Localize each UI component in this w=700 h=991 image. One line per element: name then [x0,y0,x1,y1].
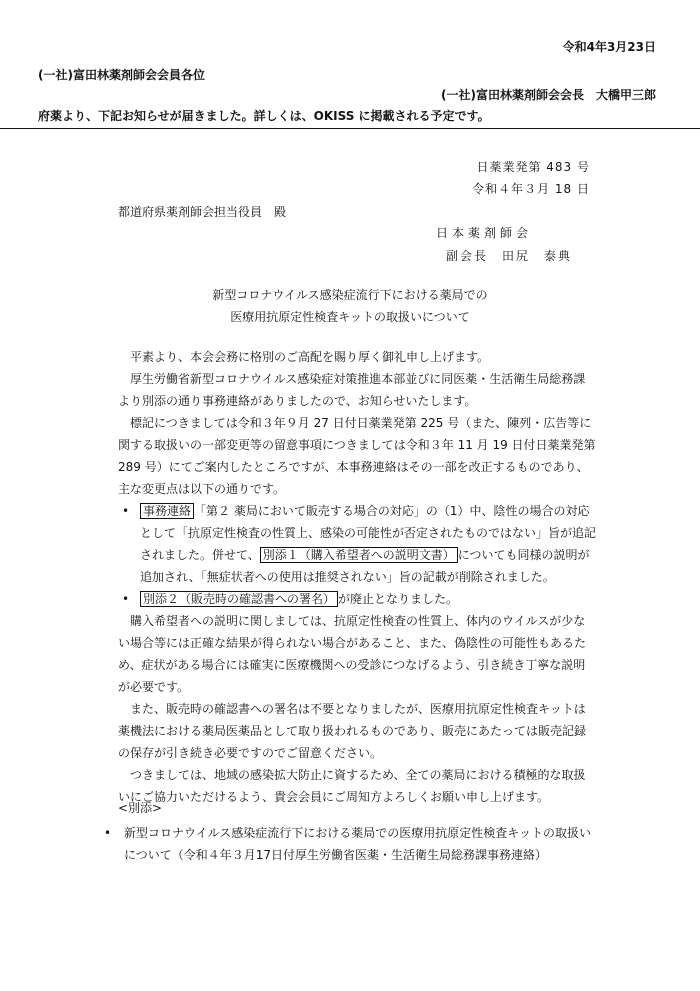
annex-item-text: 新型コロナウイルス感染症流行下における薬局での医療用抗原定性検査キットの取扱いについて（令和４年３月17日付厚生労働省医薬・生活衛生局総務課事務連絡） [124,826,592,862]
letter-title-line-1: 新型コロナウイルス感染症流行下における薬局での [212,288,488,302]
sender-name: 副会長 田尻 泰典 [446,249,573,263]
paragraph-1: 厚生労働省新型コロナウイルス感染症対策推進本部並びに同医薬・生活衛生局総務課より別添の通り事務連絡がありましたので、お知らせいたします。 [118,372,586,408]
cover-sender: (一社)富田林薬剤師会会長 大橋甲三郎 [441,88,656,102]
greeting: 平素より、本会会務に格別のご高配を賜り厚く御礼申し上げます。 [130,350,490,364]
letter-title-line-2: 医療用抗原定性検査キットの取扱いについて [230,310,470,324]
document-number: 日薬業発第 483 号 [476,160,590,174]
cover-date: 令和4年3月23日 [562,40,656,54]
list-item-text: についても同様の説明が追加され、「無症状者への使用は推奨されない」旨の記載が削除されました。 [140,548,590,584]
list-item [118,500,596,588]
list-item [118,588,596,610]
cover-recipients: (一社)富田林薬剤師会会員各位 [38,68,205,82]
boxed-term: 事務連絡 [140,503,194,519]
annex-heading: <別添> [118,801,163,815]
bullet-icon: • [122,504,130,518]
list-item-text: 「第２ 薬局において販売する場合の対応」の（1）中、陰性の場合の対応として「抗原定性検査の性質上、感染の可能性が否定されたものではない」旨が追記されました。併せて、 [140,504,597,562]
boxed-term: 別添２（販売時の確認書への署名） [140,591,338,607]
sender-organization: 日本薬剤師会 [436,226,533,240]
document-date: 令和４年３月 18 日 [472,182,590,196]
paragraph-2: 標記につきましては令和３年９月 27 日付日薬業発第 225 号（また、陳列・広告等に関する取扱いの一部変更等の留意事項につきましては令和３年 11 月 19 日付日薬業発第 289 号）にてご案内したところですが、本事務連絡はその一部を改正するものであり、主な変更点は以下の通りです。 [118,416,596,496]
bullet-icon: • [122,592,130,606]
bullet-icon: • [104,826,112,840]
cover-note: 府薬より、下記お知らせが届きました。詳しくは、OKISS に掲載される予定です。 [38,109,490,123]
paragraph-3: 購入希望者への説明に関しましては、抗原定性検査の性質上、体内のウイルスが少ない場合等には正確な結果が得られない場合があること、また、偽陰性の可能性もあるため、症状がある場合には確実に医療機関への受診につなげるよう、引き続き丁寧な説明が必要です。 [118,614,587,694]
change-list [118,500,596,610]
annex-item [104,822,596,866]
paragraph-4: また、販売時の確認書への署名は不要となりましたが、医療用抗原定性検査キットは薬機法における薬局医薬品として取り扱われるものであり、販売にあたっては販売記録の保存が引き続き必要ですのでご留意ください。 [118,702,587,760]
addressee: 都道府県薬剤師会担当役員 殿 [118,205,287,219]
header-divider [0,128,700,129]
list-item-text: が廃止となりました。 [338,592,459,606]
boxed-term: 別添１（購入希望者への説明文書） [260,547,458,563]
letter-body [118,346,596,808]
paragraph-5: つきましては、地域の感染拡大防止に資するため、全ての薬局における積極的な取扱いにご協力いただけるよう、貴会会員にご周知方よろしくお願い申し上げます。 [118,768,586,804]
